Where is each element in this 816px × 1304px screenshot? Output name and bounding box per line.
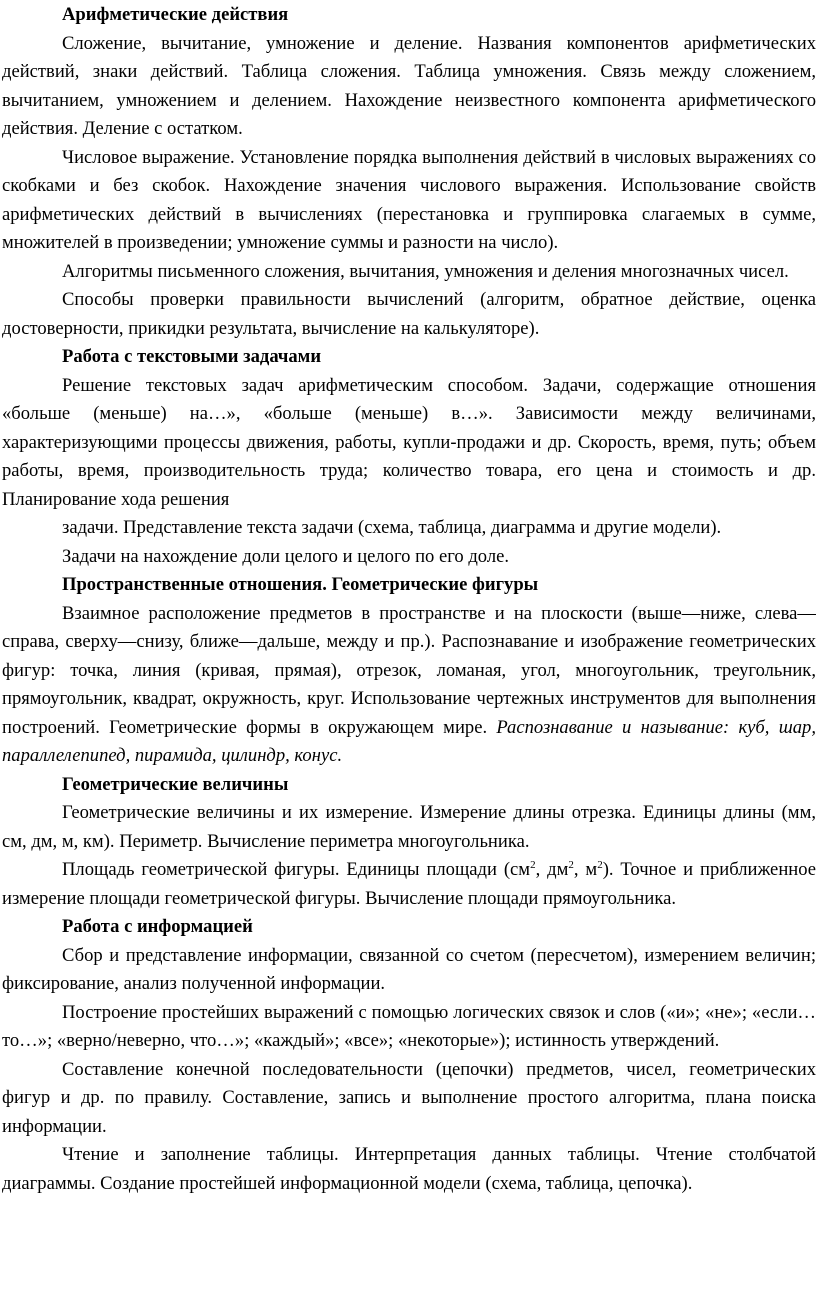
paragraph-text: ). Точное и приближенное измерение площади геометрической фигуры. Вычисление площади прямоугольника. [2, 859, 816, 909]
paragraph: Чтение и заполнение таблицы. Интерпретация данных таблицы. Чтение столбчатой диаграммы. Создание простейшей информационной модели (схема, таблица, цепочка). [2, 1144, 816, 1194]
paragraph: Алгоритмы письменного сложения, вычитания, умножения и деления многозначных чисел. [62, 260, 789, 282]
paragraph: Сложение, вычитание, умножение и деление. Названия компонентов арифметических действий, знаки действий. Таблица сложения. Таблица умножения. Связь между сложением, вычитанием, умножением и делением. Нахождение неизвестного компонента арифметического действия. Деление с остатком. [2, 32, 816, 139]
section-heading-spatial-relations: Пространственные отношения. Геометрические фигуры [62, 574, 539, 595]
paragraph [2, 600, 816, 771]
superscript: 2 [568, 858, 574, 871]
paragraph: Числовое выражение. Установление порядка выполнения действий в числовых выражениях со скобками и без скобок. Нахождение значения числового выражения. Использование свойств арифметических действий в вычислениях (перестановка и группировка слагаемых в сумме, множителей в произведении; умножение суммы и разности на число). [2, 146, 816, 253]
section-heading-information: Работа с информацией [62, 916, 253, 937]
section-heading-text-problems: Работа с текстовыми задачами [62, 346, 322, 367]
paragraph: Сбор и представление информации, связанной со счетом (пересчетом), измерением величин; фиксирование, анализ полученной информации. [2, 944, 816, 994]
paragraph: Построение простейших выражений с помощью логических связок и слов («и»; «не»; «если… то…»; «верно/неверно, что…»; «каждый»; «все»; «некоторые»); истинность утверждений. [2, 1001, 816, 1051]
paragraph-text: Площадь геометрической фигуры. Единицы площади (см [62, 859, 531, 880]
superscript: 2 [530, 858, 536, 871]
paragraph [2, 856, 816, 913]
document-page [0, 1, 816, 1198]
paragraph-text: Взаимное расположение предметов в пространстве и на плоскости (выше—ниже, слева—справа, сверху—снизу, ближе—дальше, между и пр.). Распознавание и изображение геометрических фигур: точка, линия (кривая, прямая), отрезок, ломаная, угол, многоугольник, треугольник, прямоугольник, квадрат, окружность, круг. Использование чертежных инструментов для выполнения построений. Геометрические формы в окружающем мире. [2, 602, 816, 738]
paragraph: задачи. Представление текста задачи (схема, таблица, диаграмма и другие модели). [62, 517, 722, 538]
paragraph: Решение текстовых задач арифметическим способом. Задачи, содержащие отношения «больше (меньше) на…», «больше (меньше) в…». Зависимости между величинами, характеризующими процессы движения, работы, купли-продажи и др. Скорость, время, путь; объем работы, время, производительность труда; количество товара, его цена и стоимость и др. Планирование хода решения [2, 374, 816, 510]
italic-text: Распознавание и называние: куб, шар, параллелепипед, пирамида, цилиндр, конус. [2, 716, 816, 766]
paragraph-text: , дм [535, 859, 569, 880]
section-heading-geometric-quantities: Геометрические величины [62, 773, 289, 795]
paragraph: Геометрические величины и их измерение. Измерение длины отрезка. Единицы длины (мм, см, дм, м, км). Периметр. Вычисление периметра многоугольника. [2, 802, 816, 852]
paragraph: Способы проверки правильности вычислений (алгоритм, обратное действие, оценка достоверности, прикидки результата, вычисление на калькуляторе). [2, 289, 816, 339]
superscript: 2 [597, 858, 603, 871]
paragraph: Составление конечной последовательности (цепочки) предметов, чисел, геометрических фигур и др. по правилу. Составление, запись и выполнение простого алгоритма, плана поиска информации. [2, 1058, 816, 1137]
section-heading-arithmetic: Арифметические действия [62, 4, 289, 25]
paragraph-text: , м [573, 859, 598, 880]
paragraph: Задачи на нахождение доли целого и целого по его доле. [62, 545, 510, 567]
